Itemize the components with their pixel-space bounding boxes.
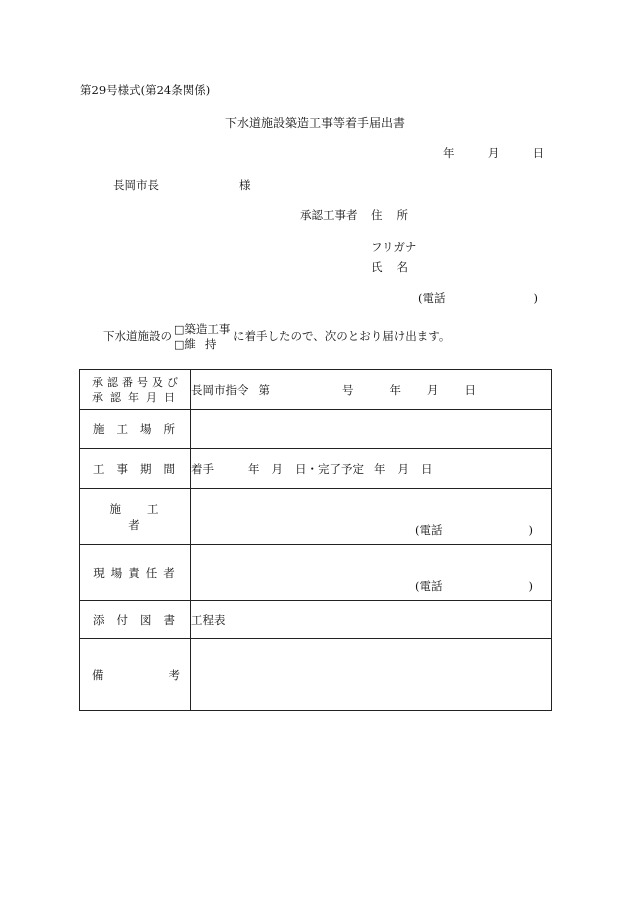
option-maintenance-label: 維持 (184, 337, 226, 351)
approval-day: 日 (464, 382, 476, 397)
approval-dai: 第 (258, 382, 270, 397)
row-attachments (80, 601, 552, 639)
approval-prefix: 長岡市指令 (191, 382, 249, 397)
applicant-furigana-label: フリガナ (371, 240, 417, 254)
site-manager-label: 現場責任者 (93, 565, 181, 580)
addressee-name: 長岡市長 (113, 178, 159, 192)
applicant-label: 承認工事者 (300, 208, 358, 222)
contractor-phone-close: ) (528, 523, 533, 537)
site-label: 施工場所 (93, 422, 187, 436)
form-title: 下水道施設築造工事等着手届出書 (224, 116, 405, 130)
form-reference: 第29号様式(第24条関係) (80, 83, 211, 97)
contractor-label-cell (80, 489, 191, 545)
contractor-phone (415, 522, 533, 538)
period-month2: 月 (397, 461, 409, 476)
applicant-phone-close: ) (533, 291, 538, 305)
contractor-value[interactable] (191, 489, 552, 545)
contractor-phone-open: (電話 (415, 523, 443, 537)
approval-year: 年 (389, 382, 401, 397)
row-period (80, 449, 552, 489)
applicant-address-label: 住所 (371, 208, 422, 222)
attachments-label-cell (80, 601, 191, 639)
approval-value[interactable] (191, 370, 552, 410)
notification-table (79, 369, 552, 711)
period-label: 工事期間 (93, 461, 187, 476)
date-month-label: 月 (487, 146, 500, 160)
checkbox-icon[interactable]: □ (174, 338, 185, 351)
option-maintenance[interactable] (174, 337, 230, 352)
remarks-label-cell (80, 639, 191, 711)
remarks-label-b: 考 (168, 667, 180, 682)
checkbox-icon[interactable]: □ (174, 323, 185, 336)
date-year-label: 年 (443, 146, 455, 160)
period-day2: 日 (421, 461, 433, 476)
attachments-value[interactable]: 工程表 (191, 601, 552, 639)
remarks-label-a: 備 (92, 667, 104, 682)
applicant-phone-open: (電話 (418, 291, 446, 305)
option-construction-label: 築造工事 (184, 322, 231, 336)
approval-label-line2: 承認年月日 (92, 390, 182, 404)
statement-options (174, 322, 230, 352)
site-manager-phone-open: (電話 (415, 579, 443, 593)
site-label-cell (80, 410, 191, 449)
row-contractor (80, 489, 552, 545)
site-manager-phone-close: ) (528, 579, 533, 593)
period-label-cell (80, 449, 191, 489)
row-approval (80, 370, 552, 410)
statement-tail: に着手したので、次のとおり届け出ます。 (233, 329, 451, 343)
contractor-label: 施工者 (109, 501, 185, 532)
period-year2: 年 (374, 461, 386, 476)
site-manager-label-cell (80, 545, 191, 601)
period-day-sep: 日・完了予定 (295, 461, 364, 476)
approval-month: 月 (427, 382, 439, 397)
site-manager-phone (415, 578, 533, 594)
period-month: 月 (271, 461, 283, 476)
remarks-value[interactable] (191, 639, 552, 711)
period-value[interactable] (191, 449, 552, 489)
applicant-name-label: 氏名 (371, 260, 422, 274)
attachments-label: 添付図書 (93, 612, 187, 627)
approval-go: 号 (342, 382, 354, 397)
statement-lead: 下水道施設の (103, 329, 172, 343)
addressee-honorific: 様 (239, 178, 251, 192)
applicant-phone (418, 293, 538, 305)
site-value[interactable] (191, 410, 552, 449)
date-day-label: 日 (532, 146, 545, 160)
row-remarks (80, 639, 552, 711)
period-year: 年 (248, 461, 260, 476)
submission-date (443, 148, 544, 160)
row-site (80, 410, 552, 449)
row-site-manager (80, 545, 552, 601)
remarks-label (80, 667, 190, 683)
approval-label-line1: 承認番号及び (92, 375, 182, 389)
period-start: 着手 (191, 461, 214, 476)
approval-label (80, 370, 191, 410)
site-manager-value[interactable] (191, 545, 552, 601)
addressee (113, 180, 251, 192)
option-construction[interactable] (174, 322, 230, 337)
